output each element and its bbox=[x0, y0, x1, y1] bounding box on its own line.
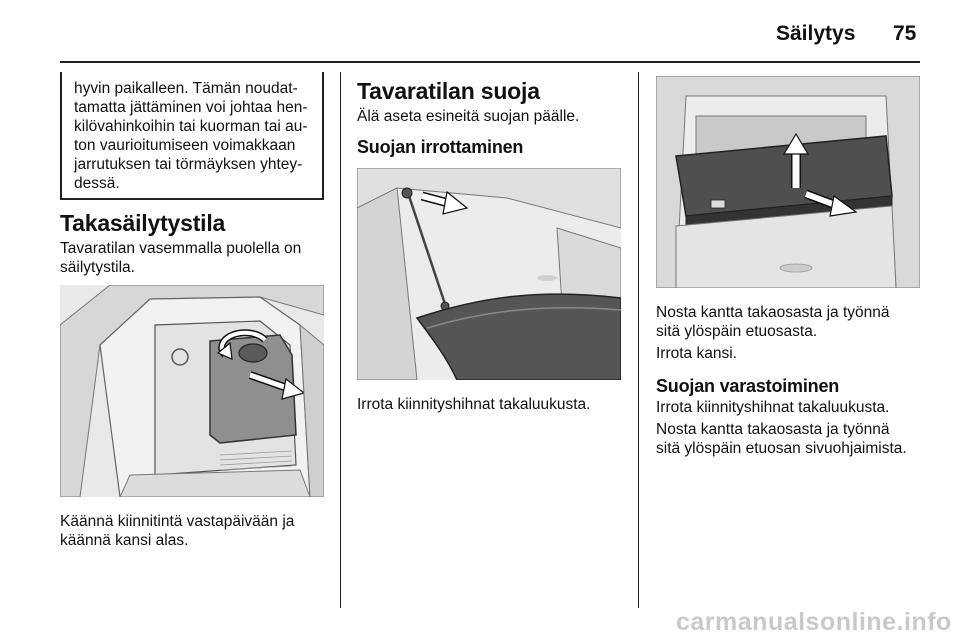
header-rule bbox=[60, 61, 920, 63]
heading-rear-storage: Takasäilytystila bbox=[60, 210, 226, 236]
text-line: Nosta kantta takaosasta ja työnnä bbox=[656, 304, 890, 321]
warning-line: hyvin paikalleen. Tämän noudat- bbox=[74, 80, 298, 97]
rear-storage-caption bbox=[60, 512, 330, 550]
rear-storage-intro bbox=[60, 239, 330, 277]
warning-line: jarrutuksen tai törmäyksen yhtey- bbox=[74, 156, 303, 173]
warning-line: dessä. bbox=[74, 175, 120, 192]
text-line: säilytystila. bbox=[60, 259, 135, 276]
text-line: Käännä kiinnitintä vastapäivään ja bbox=[60, 513, 295, 530]
illustration-remove-straps bbox=[357, 168, 621, 380]
illustration-lift-cover bbox=[656, 76, 920, 288]
watermark: carmanualsonline.info bbox=[676, 608, 952, 636]
text-line: käännä kansi alas. bbox=[60, 532, 189, 549]
section-title: Säilytys bbox=[776, 22, 856, 45]
subheading-removing-cover: Suojan irrottaminen bbox=[357, 137, 524, 157]
column-divider-1 bbox=[340, 72, 341, 608]
lift-cover-caption bbox=[656, 303, 926, 341]
warning-line: kilövahinkoihin tai kuorman tai au- bbox=[74, 118, 308, 135]
text-line: sitä ylöspäin etuosan sivuohjaimista. bbox=[656, 440, 907, 457]
text-line: Nosta kantta takaosasta ja työnnä bbox=[656, 421, 890, 438]
column-divider-2 bbox=[638, 72, 639, 608]
heading-cargo-cover: Tavaratilan suoja bbox=[357, 78, 540, 104]
warning-box bbox=[60, 72, 324, 200]
storing-text-2 bbox=[656, 420, 946, 458]
illustration-rear-storage bbox=[60, 285, 324, 497]
warning-line: ton vaurioitumiseen voimakkaan bbox=[74, 137, 296, 154]
page-number: 75 bbox=[893, 22, 917, 45]
text-line: sitä ylöspäin etuosasta. bbox=[656, 323, 818, 340]
subheading-storing-cover: Suojan varastoiminen bbox=[656, 376, 840, 396]
storing-text-1: Irrota kiinnityshihnat takaluukusta. bbox=[656, 399, 890, 416]
remove-cover-text: Irrota kansi. bbox=[656, 345, 737, 362]
cargo-cover-intro: Älä aseta esineitä suojan päälle. bbox=[357, 108, 580, 125]
remove-straps-caption: Irrota kiinnityshihnat takaluukusta. bbox=[357, 396, 591, 413]
text-line: Tavaratilan vasemmalla puolella on bbox=[60, 240, 302, 257]
warning-line: tamatta jättäminen voi johtaa hen- bbox=[74, 99, 308, 116]
